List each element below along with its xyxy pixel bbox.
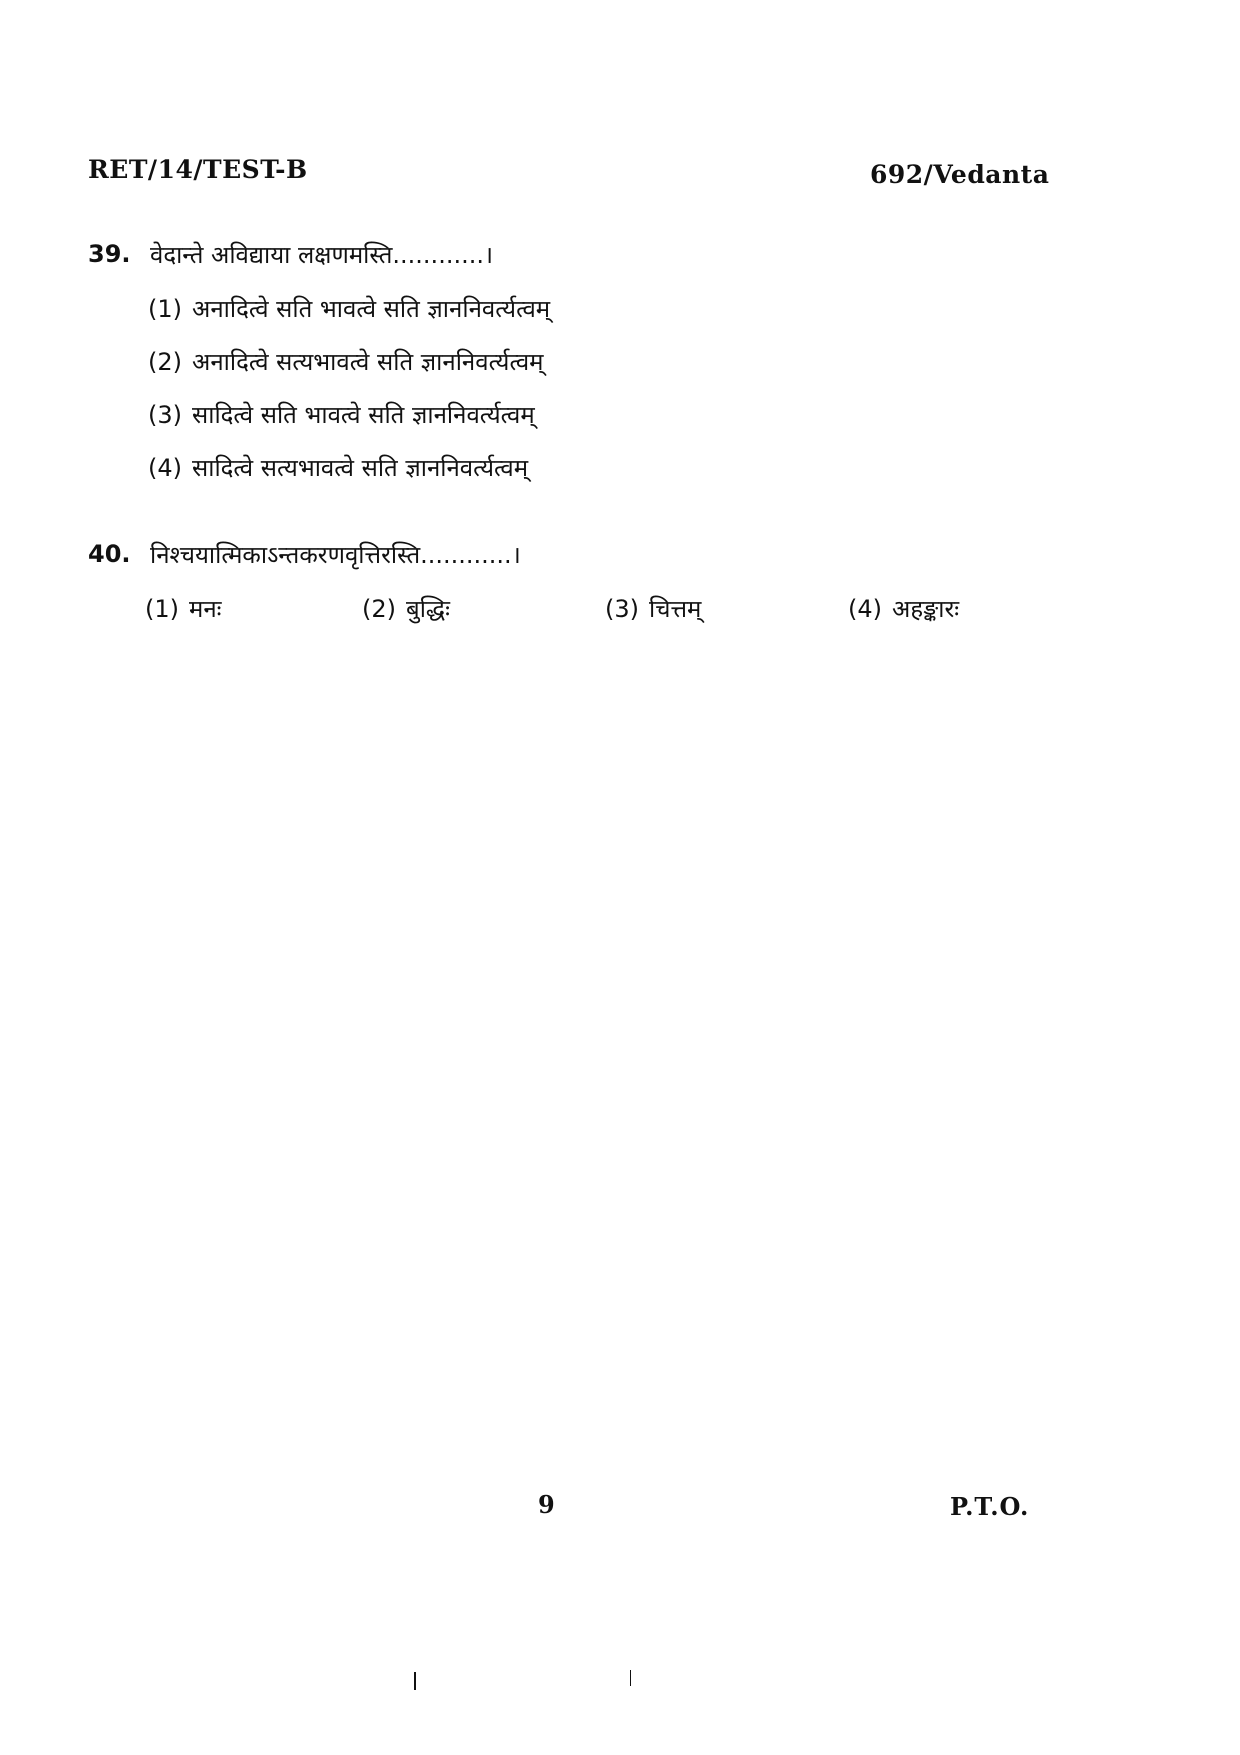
option-number: (2) [148,348,182,376]
q40-option-2 [362,592,450,625]
option-number: (1) [148,295,182,323]
q40-option-4 [848,592,959,625]
option-text: सादित्वे सति भावत्वे सति ज्ञाननिवर्त्यत्वम् [192,401,535,429]
question-number: 39. [88,240,131,268]
option-text: बुद्धिः [406,595,450,623]
q39-option-1 [148,292,550,325]
option-text: मनः [189,595,222,623]
option-number: (4) [848,595,882,623]
question-text: निश्चयात्मिकाऽन्तकरणवृत्तिरस्ति............। [150,541,521,569]
q39-option-3 [148,398,535,431]
question-number: 40. [88,540,131,568]
page-number: 9 [538,1490,555,1519]
please-turn-over: P.T.O. [950,1492,1030,1521]
option-text: अनादित्वे सत्यभावत्वे सति ज्ञाननिवर्त्यत्वम् [192,348,544,376]
option-number: (1) [145,595,179,623]
q39-option-2 [148,345,544,378]
q40-option-3 [605,592,701,625]
scan-mark [414,1672,416,1690]
question-text: वेदान्ते अविद्याया लक्षणमस्ति............। [150,241,494,269]
option-text: अहङ्कारः [892,595,960,623]
q40-option-1 [145,592,222,625]
option-text: अनादित्वे सति भावत्वे सति ज्ञाननिवर्त्यत्वम् [192,295,551,323]
paper-code: RET/14/TEST-B [88,155,308,184]
option-text: चित्तम् [649,595,702,623]
option-number: (3) [148,401,182,429]
option-number: (4) [148,454,182,482]
scan-mark [630,1670,631,1686]
option-number: (3) [605,595,639,623]
subject-code: 692/Vedanta [870,160,1050,189]
q39-option-4 [148,451,528,484]
option-number: (2) [362,595,396,623]
option-text: सादित्वे सत्यभावत्वे सति ज्ञाननिवर्त्यत्वम् [192,454,529,482]
